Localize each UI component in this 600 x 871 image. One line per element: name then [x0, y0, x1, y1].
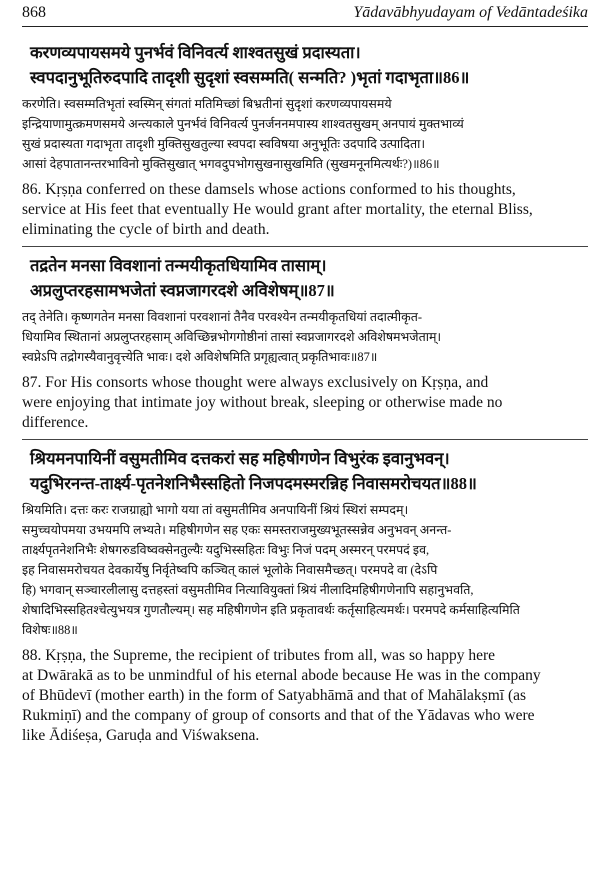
section-divider [22, 439, 588, 440]
verse-86 [22, 40, 588, 90]
translation-line: 87. For His consorts whose thought were always exclusively on Kṛṣṇa, and [22, 374, 489, 391]
commentary-line: समुच्चयोपमया उभयमपि लभ्यते। महिषीगणेन सह एकः समस्तराजमुख्यभूतस्सन्नेव अनुभवन् अनन्त- [22, 523, 452, 537]
page-number: 868 [22, 4, 46, 21]
verse-line: अप्रलुप्तरहसामभजेतां स्वप्नजागरदशे अविशेषम्॥87॥ [30, 281, 335, 300]
translation-line: were enjoying that intimate joy without break, sleeping or otherwise made no [22, 394, 503, 411]
commentary-line: इह निवासमरोचयत देवकार्येषु निर्वृतेष्वपि कञ्चित् कालं भूलोके निवासमैच्छत्। परमपदे वा (देऽपि [22, 563, 438, 577]
commentary-87 [22, 307, 588, 367]
commentary-line: करणेति। स्वसम्मतिभृतां स्वस्मिन् संगतां मतिमिच्छां बिभ्रतीनां सुदृशां करणव्यपायसमये [22, 97, 392, 111]
commentary-line: श्रियमिति। दत्तः करः राजग्राह्यो भागो यया तां वसुमतीमिव अनपायिनीं श्रियं स्थिरां सम्पदम्। [22, 503, 409, 517]
translation-line: service at His feet that eventually He would grant after mortality, the eternal Bliss, [22, 201, 533, 218]
commentary-line: शेषादिभिस्सहितश्चेत्युभयत्र गुणतौल्यम्। सह महिषीगणेन इति प्रकृतावर्थः कर्तृसाहित्यमर्थः। परमपदे कर्मसाहित्यमिति [22, 603, 520, 617]
section-divider [22, 246, 588, 247]
translation-line: Rukmiṇī) and the company of group of consorts and that of the Yādavas who were [22, 707, 535, 724]
verse-line: तद्रतेन मनसा विवशानां तन्मयीकृतधियामिव तासाम्। [30, 256, 327, 275]
translation-line: at Dwārakā as to be unmindful of his eternal abode because He was in the company [22, 667, 541, 684]
commentary-line: आसां देहपातानन्तरभाविनो मुक्तिसुखात् भगवदुपभोगसुखनासुखमिति (सुखमनूनमित्यर्थः?)॥86॥ [22, 157, 440, 171]
translation-line: 88. Kṛṣṇa, the Supreme, the recipient of tributes from all, was so happy here [22, 647, 496, 664]
translation-line: difference. [22, 414, 89, 431]
commentary-86 [22, 94, 588, 174]
verse-line: यदुभिरनन्त-तार्क्ष्य-पृतनेशनिभैस्सहितो निजपदमस्मरन्निह निवासमरोचयत॥88॥ [30, 474, 477, 493]
translation-line: 86. Kṛṣṇa conferred on these damsels whose actions conformed to his thoughts, [22, 181, 516, 198]
verse-line: स्वपदानुभूतिरुदपादि तादृशी सुदृशां स्वसम्मति( सन्मति? )भृतां गदाभृता॥86॥ [30, 68, 470, 87]
translation-86 [22, 180, 588, 240]
commentary-88 [22, 500, 588, 640]
translation-87 [22, 373, 588, 433]
commentary-line: हि) भगवान् सञ्चारलीलासु दत्तहस्तां वसुमतीमिव नित्यावियुक्तां श्रियं नीलादिमहिषीगणेनापि सहानुभवति, [22, 583, 474, 597]
commentary-line: तद् तेनेति। कृष्णगतेन मनसा विवशानां परवशानां तैनैव परवश्येन तन्मयीकृतधियां तदात्मीकृत- [22, 310, 423, 324]
verse-line: श्रियमनपायिनीं वसुमतीमिव दत्तकरां सह महिषीगणेन विभुरंक इवानुभवन्। [30, 449, 450, 468]
translation-line: of Bhūdevī (mother earth) in the form of Satyabhāmā and that of Mahālakṣmī (as [22, 687, 527, 704]
verse-88 [22, 446, 588, 496]
commentary-line: धियामिव स्थितानां अप्रलुप्तरहसाम् अविच्छिन्नभोगगोष्ठीनां तासां स्वप्नजागरदशे अविशेषमभजेताम्। [22, 330, 442, 344]
commentary-line: इन्द्रियाणामुत्क्रमणसमये अन्त्यकाले पुनर्भवं विनिवर्त्य पुनर्जननमपास्य शाश्वतसुखम् अनपायं मुक्तभाव्यं [22, 117, 464, 131]
running-title: Yādavābhyudayam of Vedāntadeśika [353, 4, 588, 21]
commentary-line: स्वप्नेऽपि तद्रोगस्यैवानुवृत्त्येति भावः। दशे अविशेषमिति प्रगृह्यत्वात् प्रकृतिभावः॥87॥ [22, 350, 378, 364]
page-header [22, 4, 588, 26]
header-rule [22, 26, 588, 27]
verse-line: करणव्यपायसमये पुनर्भवं विनिवर्त्य शाश्वतसुखं प्रदास्यता। [30, 43, 361, 62]
translation-88 [22, 646, 588, 746]
page-body [22, 40, 588, 752]
commentary-line: सुखं प्रदास्यता गदाभृता तादृशी मुक्तिसुखतुल्या स्वपदा स्वविषया अनुभूतिः उदपादि उत्पादिता। [22, 137, 426, 151]
verse-87 [22, 253, 588, 303]
commentary-line: विशेषः॥88॥ [22, 623, 78, 637]
commentary-line: तार्क्ष्यपृतनेशनिभैः शेषगरुडविष्वक्सेनतुल्यैः यदुभिस्सहितः विभुः निजं पदम् अस्मरन् परमपदं इव, [22, 543, 430, 557]
translation-line: like Ādiśeṣa, Garuḍa and Viśwaksena. [22, 727, 260, 744]
translation-line: eliminating the cycle of birth and death. [22, 221, 270, 238]
